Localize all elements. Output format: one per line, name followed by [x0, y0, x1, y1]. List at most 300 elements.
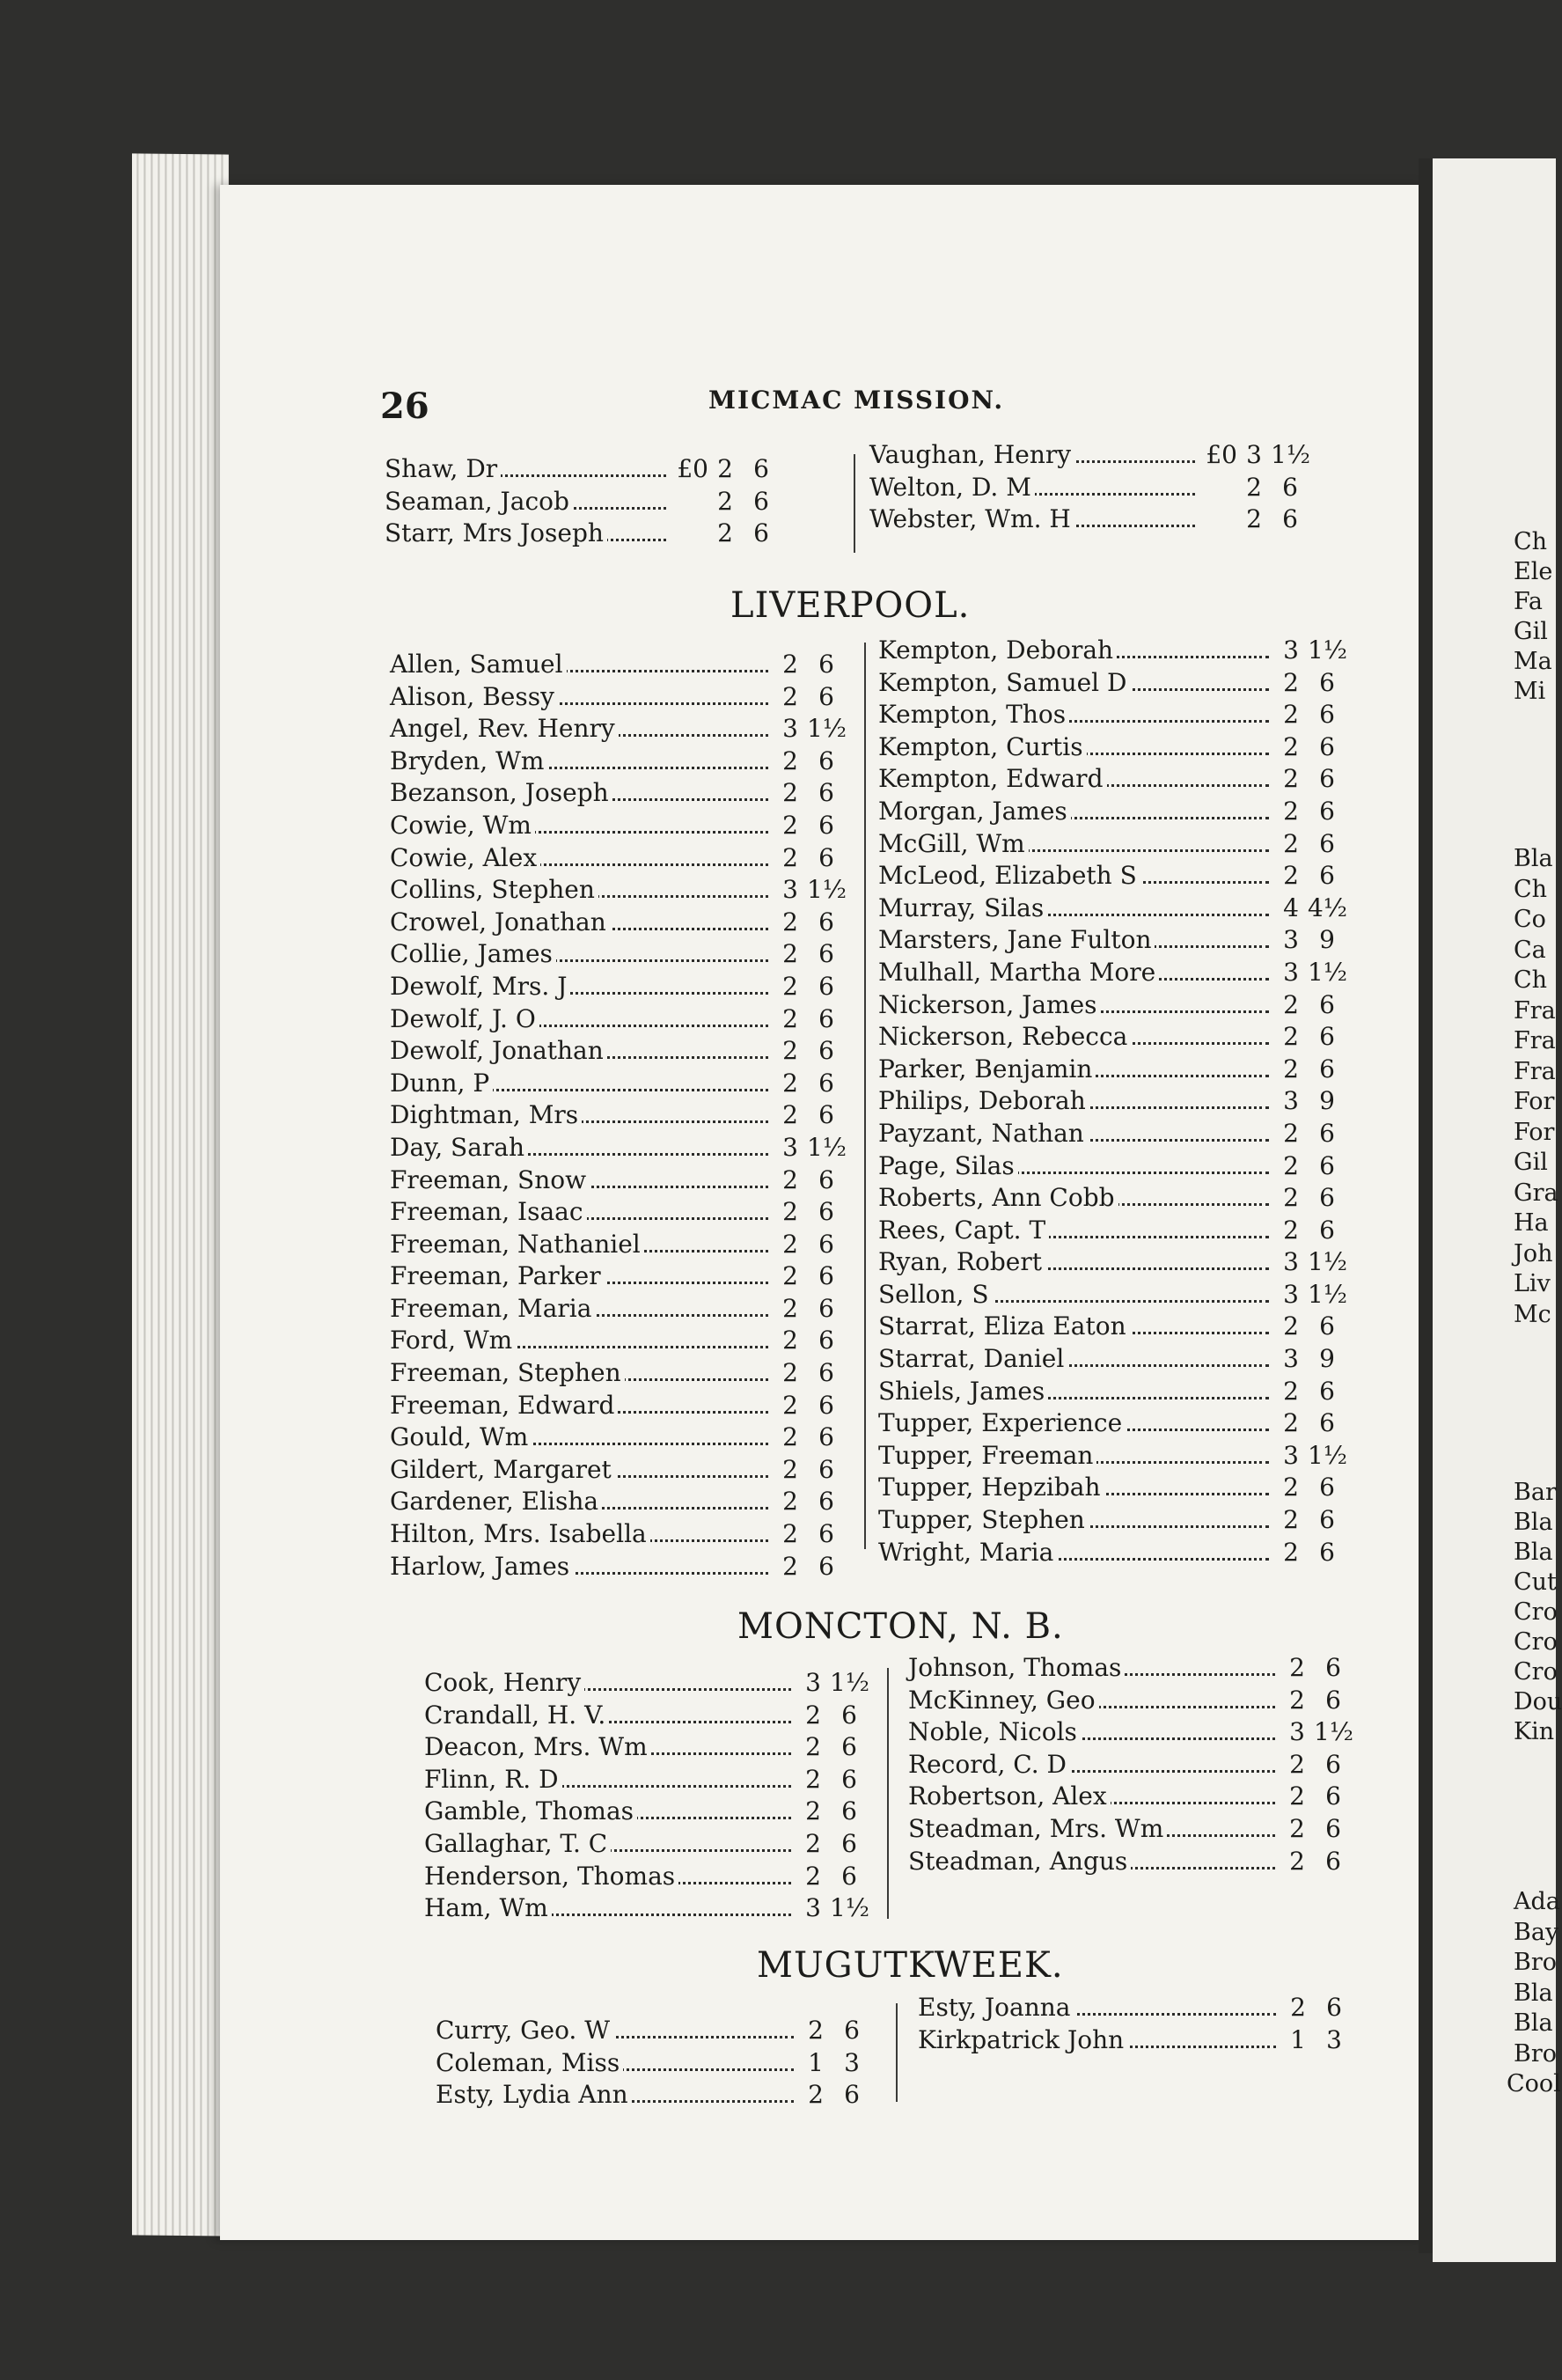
subscriber-name: [390, 811, 774, 840]
subscriber-row: [385, 454, 781, 487]
subscriber-name: [878, 1538, 1274, 1567]
liverpool-right-column: [878, 635, 1346, 1569]
subscriber-name: [436, 2048, 799, 2077]
amount-shillings: 3: [1283, 1279, 1299, 1309]
amount-pence: 6: [818, 939, 834, 969]
subscriber-name-text: Tupper, Experience: [878, 1408, 1126, 1437]
subscriber-name: [390, 1100, 774, 1129]
amount-shillings: 2: [1283, 828, 1299, 858]
subscriber-row: [878, 990, 1346, 1023]
subscriber-name-text: Record, C. D: [908, 1750, 1070, 1779]
facing-page-text-fragment: Bar: [1514, 1479, 1557, 1506]
subscriber-row: [908, 1653, 1353, 1686]
amount-shillings: 2: [782, 1293, 798, 1323]
subscriber-name: [908, 1814, 1280, 1843]
subscriber-row: [424, 1732, 869, 1765]
subscriber-row: [390, 746, 846, 779]
subscriber-row: [390, 1004, 846, 1037]
subscriber-row: [424, 1829, 869, 1862]
subscriber-row: [390, 811, 846, 843]
subscriber-name-text: Tupper, Freeman: [878, 1441, 1096, 1470]
subscriber-name-text: Angel, Rev. Henry: [390, 714, 619, 743]
amount-shillings: 2: [808, 2016, 824, 2045]
amount-shillings: 2: [805, 1700, 821, 1730]
subscriber-name-text: Starrat, Daniel: [878, 1344, 1067, 1373]
subscriber-name: [390, 972, 774, 1001]
amount-pence: 6: [1319, 1215, 1335, 1245]
amount-shillings: 2: [782, 1197, 798, 1227]
section-heading-moncton: MONCTON, N. B.: [737, 1606, 1064, 1647]
amount-pence: 6: [1319, 1408, 1335, 1438]
facing-page-text-fragment: Liv: [1514, 1270, 1551, 1297]
facing-page-text-fragment: For: [1514, 1088, 1555, 1115]
amount-shillings: 2: [782, 1229, 798, 1259]
subscriber-name: [390, 907, 774, 937]
amount-pence: 6: [818, 1326, 834, 1355]
subscriber-name: [908, 1653, 1280, 1682]
subscriber-name-text: Wright, Maria: [878, 1538, 1057, 1567]
subscriber-name-text: Kempton, Deborah: [878, 635, 1117, 665]
subscriber-name: [390, 650, 774, 679]
amount-pence: 6: [818, 746, 834, 775]
amount-shillings: 2: [1283, 1408, 1299, 1438]
subscriber-name-text: Freeman, Snow: [390, 1165, 590, 1194]
facing-page-text-fragment: Cro: [1514, 1628, 1558, 1656]
subscriber-name-text: Day, Sarah: [390, 1133, 528, 1162]
amount-shillings: 2: [782, 746, 798, 775]
amount-shillings: 2: [782, 1390, 798, 1420]
amount-shillings: 3: [1283, 925, 1299, 955]
subscriber-name-text: Robertson, Alex: [908, 1781, 1111, 1811]
subscriber-row: [878, 1377, 1346, 1409]
subscriber-name-text: Freeman, Isaac: [390, 1197, 587, 1226]
amount-pence: 6: [818, 1036, 834, 1066]
top-list-left-column: [385, 454, 781, 551]
amount-shillings: 2: [1283, 667, 1299, 697]
subscriber-name: [390, 746, 774, 775]
facing-page-text-fragment: Bay: [1514, 1918, 1559, 1946]
subscriber-name-text: Hilton, Mrs. Isabella: [390, 1519, 650, 1548]
subscriber-name: [390, 1294, 774, 1323]
amount-pence: 1½: [830, 1893, 869, 1923]
amount-pence: 6: [818, 1422, 834, 1452]
subscriber-name-text: Steadman, Angus: [908, 1847, 1131, 1876]
amount-shillings: 2: [782, 1551, 798, 1581]
facing-page-text-fragment: Ada: [1514, 1888, 1560, 1915]
facing-page-text-fragment: Gil: [1514, 618, 1548, 645]
subscriber-name-text: Shiels, James: [878, 1377, 1048, 1406]
subscriber-row: [918, 2025, 1353, 2058]
facing-page-text-fragment: Bro: [1514, 2039, 1558, 2068]
subscriber-row: [878, 829, 1346, 862]
amount-pence: 6: [1319, 1505, 1335, 1535]
amount-shillings: 3: [1283, 957, 1299, 987]
subscriber-row: [878, 1538, 1346, 1570]
subscriber-row: [869, 473, 1309, 505]
amount-pence: 6: [1319, 1118, 1335, 1148]
subscriber-row: [390, 1133, 846, 1165]
amount-pence: 6: [818, 1229, 834, 1259]
subscriber-name-text: Dewolf, Mrs. J: [390, 972, 570, 1001]
subscriber-name-text: Freeman, Maria: [390, 1294, 595, 1323]
subscriber-name: [878, 1377, 1274, 1406]
subscriber-name-text: Page, Silas: [878, 1151, 1018, 1180]
subscriber-row: [424, 1701, 869, 1733]
amount-pence: 6: [818, 650, 834, 679]
amount-pence: 6: [818, 778, 834, 808]
amount-shillings: 2: [1283, 989, 1299, 1019]
amount-shillings: 2: [1283, 1537, 1299, 1567]
subscriber-row: [878, 1408, 1346, 1441]
moncton-right-column: [908, 1653, 1353, 1878]
subscriber-name: [908, 1781, 1280, 1811]
subscriber-name: [878, 1151, 1274, 1180]
facing-page-text-fragment: Ca: [1514, 936, 1546, 964]
amount-pence: 6: [818, 1197, 834, 1227]
subscriber-row: [390, 1230, 846, 1262]
page-edges: [132, 153, 229, 2236]
subscriber-name-text: McKinney, Geo: [908, 1686, 1099, 1715]
subscriber-name-text: Shaw, Dr: [385, 454, 501, 483]
subscriber-name: [878, 925, 1274, 954]
subscriber-name: [390, 714, 774, 743]
amount-shillings: 3: [1246, 440, 1262, 469]
subscriber-name-text: Tupper, Stephen: [878, 1505, 1089, 1534]
subscriber-name-text: Morgan, James: [878, 797, 1071, 826]
amount-pence: 6: [1319, 828, 1335, 858]
subscriber-name-text: Coleman, Miss: [436, 2048, 623, 2077]
subscriber-name: [869, 473, 1200, 502]
subscriber-name-text: Johnson, Thomas: [908, 1653, 1125, 1682]
amount-pounds: £0: [1206, 440, 1237, 469]
amount-pence: 6: [841, 1732, 857, 1762]
subscriber-row: [390, 1455, 846, 1488]
facing-page-text-fragment: Cro: [1514, 1598, 1558, 1626]
amount-shillings: 2: [782, 971, 798, 1001]
amount-shillings: 2: [805, 1828, 821, 1858]
subscriber-name-text: Dightman, Mrs: [390, 1100, 582, 1129]
top-list-right-column: [869, 440, 1309, 537]
facing-page-text-fragment: For: [1514, 1118, 1555, 1146]
amount-pence: 3: [1326, 2024, 1342, 2054]
subscriber-name-text: Philips, Deborah: [878, 1086, 1089, 1115]
subscriber-name-text: McLeod, Elizabeth S: [878, 861, 1140, 890]
subscriber-name-text: Kempton, Curtis: [878, 732, 1087, 761]
subscriber-row: [869, 440, 1309, 473]
facing-page-text-fragment: Bla: [1514, 1979, 1553, 2007]
amount-shillings: 2: [1289, 1685, 1305, 1715]
amount-shillings: 3: [782, 1132, 798, 1162]
amount-pence: 1½: [1308, 1279, 1347, 1309]
amount-pence: 6: [1326, 1993, 1342, 2022]
subscriber-row: [390, 1358, 846, 1391]
subscriber-name: [390, 1036, 774, 1065]
subscriber-row: [878, 925, 1346, 958]
amount-pence: 1½: [1308, 1440, 1347, 1470]
facing-page-text-fragment: Fra: [1514, 996, 1556, 1025]
subscriber-name-text: Alison, Bessy: [390, 682, 558, 711]
subscriber-name-text: Kempton, Edward: [878, 764, 1107, 793]
amount-shillings: 3: [782, 714, 798, 744]
subscriber-name: [869, 504, 1200, 533]
amount-shillings: 2: [782, 778, 798, 808]
subscriber-row: [878, 668, 1346, 701]
subscriber-row: [390, 1519, 846, 1552]
subscriber-name: [390, 1391, 774, 1420]
subscriber-name: [424, 1668, 796, 1697]
subscriber-row: [908, 1814, 1353, 1847]
subscriber-name: [878, 797, 1274, 826]
subscriber-row: [424, 1893, 869, 1926]
amount-shillings: 2: [1283, 861, 1299, 891]
subscriber-name-text: Ham, Wm: [424, 1893, 552, 1922]
amount-shillings: 3: [782, 875, 798, 905]
subscriber-name: [908, 1847, 1280, 1876]
amount-shillings: 2: [782, 1326, 798, 1355]
amount-pence: 6: [844, 2016, 860, 2045]
subscriber-name: [878, 1022, 1274, 1051]
subscriber-row: [436, 2080, 871, 2112]
amount-pence: 6: [1319, 1183, 1335, 1213]
subscriber-name: [390, 843, 774, 872]
amount-pence: 6: [818, 1261, 834, 1291]
subscriber-name: [878, 829, 1274, 858]
subscriber-row: [390, 1294, 846, 1326]
amount-pence: 1½: [1308, 635, 1347, 665]
amount-shillings: 2: [1283, 1054, 1299, 1083]
subscriber-row: [878, 1505, 1346, 1538]
subscriber-row: [878, 732, 1346, 765]
subscriber-name: [878, 1505, 1274, 1534]
amount-shillings: 2: [782, 842, 798, 872]
amount-shillings: 2: [782, 810, 798, 840]
amount-shillings: 2: [782, 1519, 798, 1549]
subscriber-row: [390, 1422, 846, 1455]
subscriber-name: [390, 1552, 774, 1581]
amount-pence: 6: [818, 1164, 834, 1194]
subscriber-name-text: Dewolf, Jonathan: [390, 1036, 607, 1065]
subscriber-name: [390, 1487, 774, 1516]
subscriber-name-text: Payzant, Nathan: [878, 1119, 1088, 1148]
subscriber-name-text: Mulhall, Martha More: [878, 958, 1159, 987]
subscriber-name-text: Freeman, Edward: [390, 1391, 618, 1420]
amount-shillings: 2: [1246, 504, 1262, 534]
amount-pence: 3: [844, 2047, 860, 2077]
subscriber-name-text: Bryden, Wm: [390, 746, 547, 775]
amount-pence: 6: [844, 2080, 860, 2110]
subscriber-row: [390, 875, 846, 907]
subscriber-name: [390, 1230, 774, 1259]
subscriber-name-text: Crowel, Jonathan: [390, 907, 610, 937]
amount-shillings: 2: [1283, 731, 1299, 761]
subscriber-name: [390, 1422, 774, 1451]
subscriber-name: [878, 1247, 1274, 1276]
subscriber-name-text: Harlow, James: [390, 1552, 573, 1581]
subscriber-name: [878, 893, 1274, 922]
subscriber-name: [390, 1326, 774, 1355]
subscriber-row: [390, 1391, 846, 1423]
amount-pence: 6: [818, 1454, 834, 1484]
subscriber-name-text: Gildert, Margaret: [390, 1455, 615, 1484]
amount-shillings: 2: [782, 1422, 798, 1452]
amount-pence: 6: [841, 1700, 857, 1730]
amount-shillings: 3: [1289, 1717, 1305, 1747]
subscriber-name-text: Collie, James: [390, 939, 556, 968]
amount-pence: 1½: [830, 1668, 869, 1697]
subscriber-name-text: Parker, Benjamin: [878, 1054, 1096, 1083]
subscriber-name-text: Starr, Mrs Joseph: [385, 518, 607, 547]
subscriber-name-text: Dunn, P: [390, 1069, 493, 1098]
facing-page-text-fragment: Fra: [1514, 1057, 1556, 1085]
subscriber-name: [878, 1473, 1274, 1502]
subscriber-row: [390, 907, 846, 940]
subscriber-row: [908, 1686, 1353, 1718]
subscriber-row: [878, 1054, 1346, 1087]
amount-shillings: 3: [805, 1668, 821, 1697]
amount-pounds: £0: [677, 454, 708, 483]
subscriber-name-text: Curry, Geo. W: [436, 2016, 613, 2045]
subscriber-row: [878, 893, 1346, 926]
subscriber-name-text: Nickerson, Rebecca: [878, 1022, 1131, 1051]
subscriber-row: [908, 1717, 1353, 1750]
amount-pence: 6: [1282, 504, 1298, 534]
amount-pence: 6: [818, 681, 834, 711]
amount-shillings: 2: [1289, 1781, 1305, 1811]
amount-pence: 6: [1319, 1537, 1335, 1567]
subscriber-row: [390, 1261, 846, 1294]
amount-pence: 6: [1319, 1311, 1335, 1341]
amount-pence: 6: [818, 810, 834, 840]
amount-shillings: 2: [782, 1036, 798, 1066]
subscriber-name: [878, 1441, 1274, 1470]
amount-shillings: 2: [1283, 1150, 1299, 1180]
amount-shillings: 2: [1283, 1215, 1299, 1245]
subscriber-name: [878, 1344, 1274, 1373]
amount-shillings: 1: [1290, 2024, 1306, 2054]
subscriber-name-text: Esty, Joanna: [918, 1993, 1074, 2022]
facing-page-text-fragment: Cut: [1514, 1568, 1557, 1596]
subscriber-name: [918, 1993, 1281, 2022]
subscriber-name: [878, 861, 1274, 890]
subscriber-name: [424, 1732, 796, 1761]
subscriber-name-text: Collins, Stephen: [390, 875, 598, 904]
subscriber-name-text: Welton, D. M: [869, 473, 1035, 502]
amount-pence: 6: [841, 1828, 857, 1858]
facing-page: [1433, 158, 1562, 2262]
section-heading-liverpool: LIVERPOOL.: [730, 585, 971, 626]
facing-page-text-fragment: Bla: [1514, 2009, 1553, 2037]
facing-page-text-fragment: Ch: [1514, 875, 1548, 903]
subscriber-row: [878, 1151, 1346, 1184]
amount-shillings: 2: [1290, 1993, 1306, 2022]
amount-pence: 6: [1319, 667, 1335, 697]
subscriber-name-text: Gould, Wm: [390, 1422, 532, 1451]
amount-shillings: 2: [717, 454, 733, 483]
subscriber-name-text: Roberts, Ann Cobb: [878, 1183, 1118, 1212]
subscriber-row: [390, 778, 846, 811]
amount-pence: 6: [1319, 1376, 1335, 1406]
subscriber-name-text: Steadman, Mrs. Wm: [908, 1814, 1167, 1843]
facing-page-text-fragment: Fra: [1514, 1027, 1556, 1054]
subscriber-name: [878, 668, 1274, 697]
subscriber-name: [390, 682, 774, 711]
amount-shillings: 2: [1289, 1653, 1305, 1682]
facing-page-text-fragment: Dou: [1514, 1688, 1562, 1715]
subscriber-row: [390, 650, 846, 682]
subscriber-name: [390, 1165, 774, 1194]
amount-pence: 1½: [807, 875, 847, 905]
subscriber-name: [390, 1069, 774, 1098]
subscriber-name: [385, 518, 671, 547]
amount-shillings: 2: [782, 1487, 798, 1517]
subscriber-row: [390, 1197, 846, 1230]
subscriber-row: [390, 1165, 846, 1198]
facing-page-text-fragment: Ha: [1514, 1209, 1549, 1237]
subscriber-name: [436, 2080, 799, 2109]
amount-pence: 6: [818, 1358, 834, 1388]
subscriber-name: [878, 958, 1274, 987]
subscriber-name-text: Cook, Henry: [424, 1668, 584, 1697]
amount-shillings: 2: [782, 1003, 798, 1033]
amount-shillings: 2: [1283, 700, 1299, 730]
mugutkweek-right-column: [918, 1993, 1353, 2057]
facing-page-text-fragment: Joh: [1514, 1239, 1553, 1267]
amount-pence: 6: [841, 1861, 857, 1891]
amount-pence: 6: [1319, 1022, 1335, 1052]
amount-pence: 1½: [807, 1132, 847, 1162]
amount-shillings: 2: [782, 1164, 798, 1194]
subscriber-row: [424, 1796, 869, 1829]
subscriber-name: [424, 1796, 796, 1825]
amount-shillings: 2: [782, 939, 798, 969]
subscriber-row: [908, 1781, 1353, 1814]
subscriber-name-text: Starrat, Eliza Eaton: [878, 1311, 1130, 1341]
mugutkweek-left-column: [436, 2016, 871, 2112]
amount-shillings: 2: [1283, 1183, 1299, 1213]
subscriber-row: [390, 1487, 846, 1519]
subscriber-name-text: Allen, Samuel: [390, 650, 567, 679]
amount-pence: 6: [818, 1003, 834, 1033]
subscriber-name-text: Deacon, Mrs. Wm: [424, 1732, 651, 1761]
subscriber-row: [385, 487, 781, 519]
book-gutter: [1419, 158, 1433, 2253]
amount-shillings: 2: [782, 1454, 798, 1484]
subscriber-name: [878, 1054, 1274, 1083]
subscriber-row: [424, 1668, 869, 1701]
subscriber-row: [390, 714, 846, 746]
amount-shillings: 2: [1283, 1118, 1299, 1148]
subscriber-name: [390, 1197, 774, 1226]
subscriber-name-text: Sellon, S: [878, 1280, 993, 1309]
amount-shillings: 2: [805, 1732, 821, 1762]
subscriber-row: [878, 1119, 1346, 1151]
facing-page-text-fragment: Ch: [1514, 528, 1548, 555]
subscriber-row: [390, 682, 846, 715]
facing-page-text-fragment: Bro: [1514, 1949, 1558, 1976]
amount-shillings: 3: [1283, 1086, 1299, 1116]
liverpool-left-column: [390, 650, 846, 1583]
subscriber-name-text: McGill, Wm: [878, 829, 1029, 858]
subscriber-name: [424, 1765, 796, 1794]
amount-pence: 1½: [807, 714, 847, 744]
subscriber-row: [878, 764, 1346, 797]
subscriber-name-text: Bezanson, Joseph: [390, 778, 612, 807]
amount-shillings: 2: [782, 907, 798, 937]
amount-shillings: 2: [1246, 472, 1262, 502]
amount-shillings: 2: [1283, 1376, 1299, 1406]
amount-shillings: 2: [805, 1796, 821, 1826]
subscriber-name-text: Noble, Nicols: [908, 1717, 1081, 1746]
